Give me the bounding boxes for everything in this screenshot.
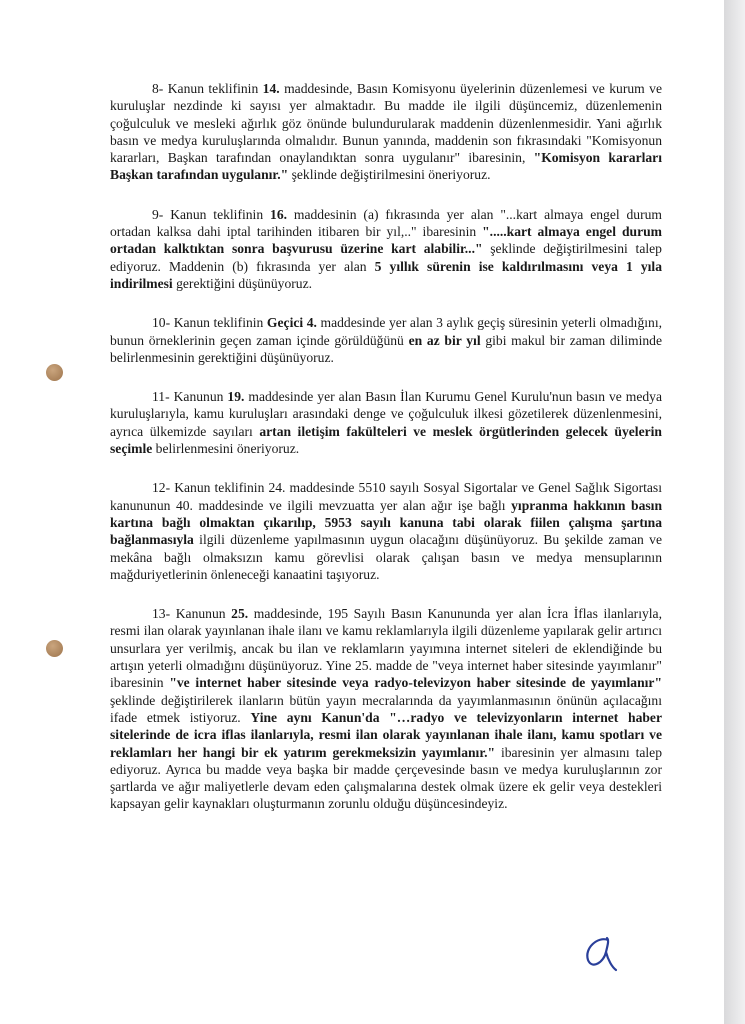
text-run: belirlenmesini öneriyoruz. <box>152 441 300 457</box>
bold-text-run: "Komisyon kararları Başkan tarafından uygulanır." <box>110 150 662 183</box>
document-body <box>110 80 662 835</box>
bold-text-run: "ve internet haber sitesinde veya radyo-televizyon haber sitesinde de yayımlanır" <box>169 675 662 691</box>
text-run: şeklinde değiştirilerek ilanların bütün yayın mecralarında da yayımlanmasının önünün açılacağını ifade etmek istiyoruz. <box>110 692 662 725</box>
punch-hole-upper <box>46 364 63 381</box>
text-run: maddesinin (a) fıkrasında yer alan "...kart almaya engel durum ortadan kalksa dahi iptal tarihinden itibaren bir yıl,.." ibaresinin <box>110 206 662 240</box>
bold-text-run: artan iletişim fakülteleri ve meslek örgütlerinden gelecek üyelerin seçimle <box>110 423 662 457</box>
signature-mark <box>578 934 620 974</box>
text-run: maddesinde yer alan 3 aylık geçiş süresinin yeterli olmadığını, bunun örneklerinin geçen zaman içinde görüldüğünü <box>110 315 662 348</box>
text-run: 8- Kanun teklifinin <box>152 81 263 96</box>
bold-text-run: en az bir yıl <box>408 332 481 348</box>
text-run: 13- Kanunun <box>152 606 232 622</box>
bold-text-run: Geçici 4. <box>266 315 317 331</box>
bold-text-run: 25. <box>231 606 249 622</box>
text-run: ibaresinin yer almasını talep ediyoruz. Ayrıca bu madde veya başka bir madde çerçevesinde basın ve medya kuruluşlarının zor şartlarda ve ağır maliyetlerle devam eden çalışmalarına destek olmak üzere ek gelir veya destekleri kapsayan gelir kaynakları oluşturmanın zorunlu olduğu düşüncesindeyiz. <box>110 744 662 812</box>
paragraph-12 <box>110 479 662 583</box>
text-run: 9- Kanun teklifinin <box>152 206 271 222</box>
paragraph-10 <box>110 314 662 366</box>
text-run: 12- Kanun teklifinin 24. maddesinde 5510 sayılı Sosyal Sigortalar ve Genel Sağlık Sigortası kanununun 40. maddesinde ve ilgili mevzuatta yer alan ağır işe bağlı <box>110 480 662 513</box>
bold-text-run: ".....kart almaya engel durum ortadan kalktıktan sonra başvurusu üzerine kart alabilir..." <box>110 224 662 257</box>
paragraph-11 <box>110 388 662 457</box>
text-run: maddesinde, 195 Sayılı Basın Kanununda yer alan İcra İflas ilanlarıyla, resmi ilan olarak yayınlanan ihale ilanı ve kamu reklamlarıyla ilgili düzenleme yapılarak gelir artırıcı unsurlara yer verilmiş, ancak bu ilan ve reklamların yayımına internet siteleri de eklendiğinde bu artışın yeterli olmadığını düşünüyoruz. Yine 25. madde de "veya internet haber sitesinde yayımlanır" ibaresinin <box>110 606 662 691</box>
bold-text-run: yıpranma hakkının basın kartına bağlı olmaktan çıkarılıp, 5953 sayılı kanuna tabi olarak fiilen çalışma şartına bağlanmasıyla <box>110 497 662 548</box>
text-run: gerektiğini düşünüyoruz. <box>172 275 312 291</box>
bold-text-run: 14. <box>262 81 280 96</box>
text-run: 10- Kanun teklifinin <box>152 315 267 331</box>
text-run: gibi makul bir zaman diliminde belirlenmesinin gerektiğini düşünüyoruz. <box>110 332 662 365</box>
bold-text-run: Yine aynı Kanun'da "…radyo ve televizyonların internet haber sitelerinde de icra iflas ilanlarıyla, resmi ilan olarak yayınlanan ihale ilanı, kamu spotları ve reklamları her hangi bir ek yatırım gerekmeksizin yayımlanır." <box>110 709 662 760</box>
text-run: 11- Kanunun <box>152 389 228 405</box>
paragraph-9 <box>110 206 662 292</box>
text-run: şeklinde değiştirilmesini öneriyoruz. <box>288 167 491 183</box>
text-run: ilgili düzenleme yapılmasının uygun olacağını düşünüyoruz. Bu şekilde zaman ve mekâna bağlı olmaksızın kamu görevlisi olarak çalışan basın ve medya mensuplarının mağduriyetlerinin önleneceği kanaatini taşıyoruz. <box>110 532 662 582</box>
page-edge <box>724 0 745 1024</box>
text-run: maddesinde, Basın Komisyonu üyelerinin düzenlemesi ve kurum ve kuruluşlar nezdinde ki sayısı yer almaktadır. Bu madde ile ilgili düşüncemiz, düzenlemenin çoğulculuk ve mesleki ağırlık göz önünde bulundurularak maddenin düzenlenmesidir. Yani ağırlık basın ve medya kuruluşlarında olmalıdır. Bunun yanında, maddenin son fıkrasındaki "Komisyonun kararları, Başkan tarafından onaylandıktan sonra uygulanır" ibaresinin, <box>110 81 662 166</box>
bold-text-run: 16. <box>270 206 288 222</box>
bold-text-run: 5 yıllık sürenin ise kaldırılmasını veya 1 yıla indirilmesi <box>110 258 663 291</box>
paragraph-8 <box>110 80 662 184</box>
bold-text-run: 19. <box>227 389 245 405</box>
text-run: maddesinde yer alan Basın İlan Kurumu Genel Kurulu'nun basın ve medya kuruluşlarıyla, kamu kuruluşları arasındaki denge ve çoğulculuk ilkesi gözetilerek düzenlenmesini, ayrıca ülkemizde sayıları <box>110 389 662 439</box>
text-run: şeklinde değiştirilmesini talep ediyoruz. Maddenin (b) fıkrasında yer alan <box>110 241 662 274</box>
punch-hole-lower <box>46 640 63 657</box>
paragraph-13 <box>110 605 662 813</box>
